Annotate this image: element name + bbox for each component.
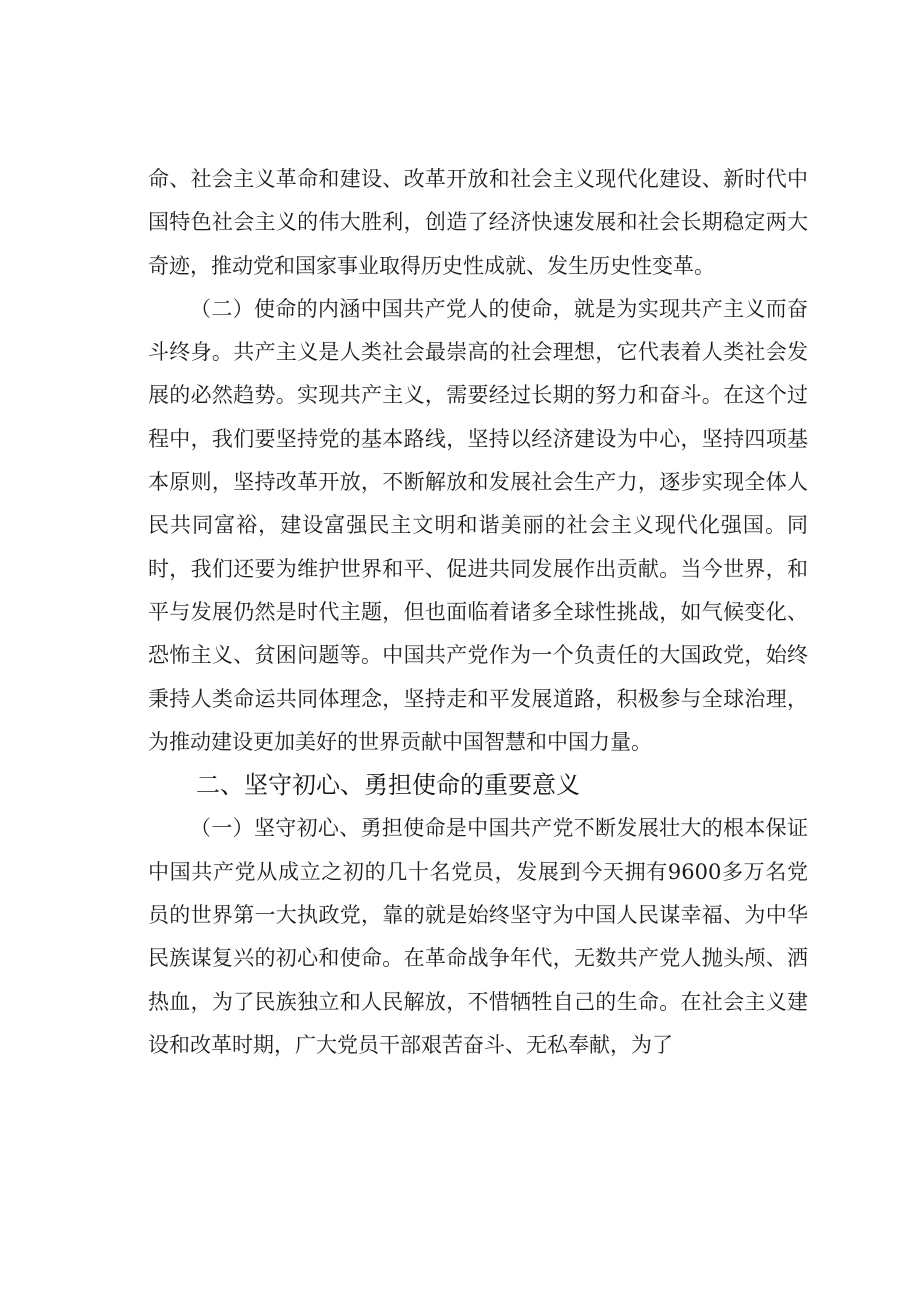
section-heading: 二、坚守初心、勇担使命的重要意义 [196,771,580,800]
paragraph-continuation: 命、社会主义革命和建设、改革开放和社会主义现代化建设、新时代中国特色社会主义的伟大胜利，创造了经济快速发展和社会长期稳定两大奇迹，推动党和国家事业取得历史性成就、发生历史性变革。 [148,167,808,278]
document-body [148,158,808,1067]
paragraph-fundamental-guarantee: （一）坚守初心、勇担使命是中国共产党不断发展壮大的根本保证中国共产党从成立之初的几十名党员，发展到今天拥有9600多万名党员的世界第一大执政党，靠的就是始终坚守为中国人民谋幸福、为中华民族谋复兴的初心和使命。在革命战争年代，无数共产党人抛头颅、洒热血，为了民族独立和人民解放，不惜牺牲自己的生命。在社会主义建设和改革时期，广大党员干部艰苦奋斗、无私奉献，为了 [148,816,808,1057]
paragraph-mission-meaning: （二）使命的内涵中国共产党人的使命，就是为实现共产主义而奋斗终身。共产主义是人类社会最崇高的社会理想，它代表着人类社会发展的必然趋势。实现共产主义，需要经过长期的努力和奋斗。在这个过程中，我们要坚持党的基本路线，坚持以经济建设为中心，坚持四项基本原则，坚持改革开放，不断解放和发展社会生产力，逐步实现全体人民共同富裕，建设富强民主文明和谐美丽的社会主义现代化强国。同时，我们还要为维护世界和平、促进共同发展作出贡献。当今世界，和平与发展仍然是时代主题，但也面临着诸多全球性挑战，如气候变化、恐怖主义、贫困问题等。中国共产党作为一个负责任的大国政党，始终秉持人类命运共同体理念，坚持走和平发展道路，积极参与全球治理，为推动建设更加美好的世界贡献中国智慧和中国力量。 [148,296,808,754]
